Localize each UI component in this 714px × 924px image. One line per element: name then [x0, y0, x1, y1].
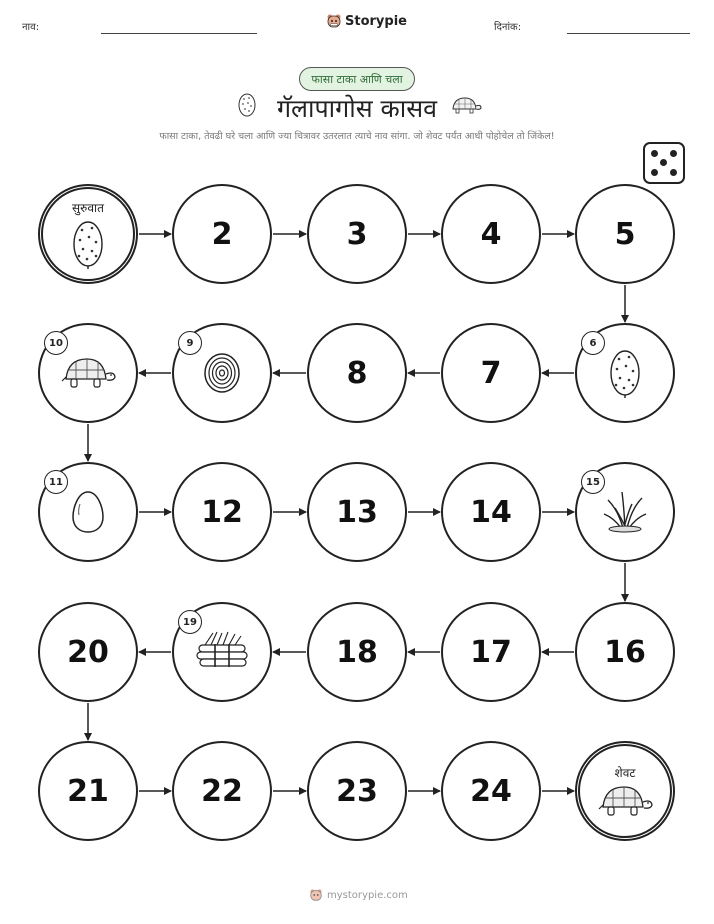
- name-label: नाव:: [22, 22, 40, 33]
- space-number-tag: 6: [581, 331, 605, 355]
- space-number: 5: [614, 216, 636, 252]
- board-space-24: [441, 741, 541, 841]
- footer: [309, 888, 408, 902]
- space-number: 13: [336, 494, 378, 530]
- space-number: 18: [336, 634, 378, 670]
- tortoise-icon: [597, 783, 653, 819]
- space-number: 21: [67, 773, 109, 809]
- board-space-2: [172, 184, 272, 284]
- space-number: 14: [470, 494, 512, 530]
- space-number-tag: 19: [178, 610, 202, 634]
- board-space-19: [172, 602, 272, 702]
- board-space-5: [575, 184, 675, 284]
- space-number: 20: [67, 634, 109, 670]
- board-space-7: [441, 323, 541, 423]
- board-space-12: [172, 462, 272, 562]
- footer-site: mystorypie.com: [327, 889, 408, 901]
- space-number: 23: [336, 773, 378, 809]
- grass-icon: [602, 490, 648, 534]
- space-number-tag: 10: [44, 331, 68, 355]
- hay-bundle-icon: [195, 631, 249, 673]
- space-number: 22: [201, 773, 243, 809]
- board-space-14: [441, 462, 541, 562]
- board-space-6: [575, 323, 675, 423]
- space-number-tag: 11: [44, 470, 68, 494]
- page-title: गॅलापागोस कासव: [276, 94, 438, 123]
- space-number-tag: 15: [581, 470, 605, 494]
- footer-mascot-icon: [309, 888, 323, 902]
- tree-rings-icon: [202, 351, 242, 395]
- space-number: 2: [211, 216, 233, 252]
- brand-name: Storypie: [345, 13, 407, 29]
- egg-icon: [71, 490, 105, 534]
- space-number: 3: [346, 216, 368, 252]
- board-space-23: [307, 741, 407, 841]
- space-number: 16: [604, 634, 646, 670]
- tortoise-icon: [60, 355, 116, 391]
- space-number: 24: [470, 773, 512, 809]
- board-space-11: [38, 462, 138, 562]
- board-space-4: [441, 184, 541, 284]
- end-label: शेवट: [614, 765, 636, 780]
- board-space-13: [307, 462, 407, 562]
- space-number: 8: [346, 355, 368, 391]
- game-badge: फासा टाका आणि चला: [299, 67, 415, 91]
- start-label: सुरुवात: [72, 200, 104, 215]
- cactus-icon: [605, 347, 645, 399]
- board-space-18: [307, 602, 407, 702]
- board-space-10: [38, 323, 138, 423]
- board-space-15: [575, 462, 675, 562]
- board-space-21: [38, 741, 138, 841]
- board-space-9: [172, 323, 272, 423]
- date-label: दिनांक:: [494, 22, 522, 33]
- board-space-17: [441, 602, 541, 702]
- board-space-22: [172, 741, 272, 841]
- board-space-3: [307, 184, 407, 284]
- start-space: [38, 184, 138, 284]
- space-number: 17: [470, 634, 512, 670]
- space-number: 7: [480, 355, 502, 391]
- end-space: [575, 741, 675, 841]
- space-number: 4: [480, 216, 502, 252]
- space-number: 12: [201, 494, 243, 530]
- cactus-icon: [68, 218, 108, 270]
- instructions-text: फासा टाका, तेवढी घरे चला आणि ज्या चित्रावर उतरलात त्याचे नाव सांगा. जो शेवट पर्यंत आधी पोहोचेल तो जिंकेल!: [159, 131, 555, 142]
- board-space-8: [307, 323, 407, 423]
- board-space-20: [38, 602, 138, 702]
- board-space-16: [575, 602, 675, 702]
- space-number-tag: 9: [178, 331, 202, 355]
